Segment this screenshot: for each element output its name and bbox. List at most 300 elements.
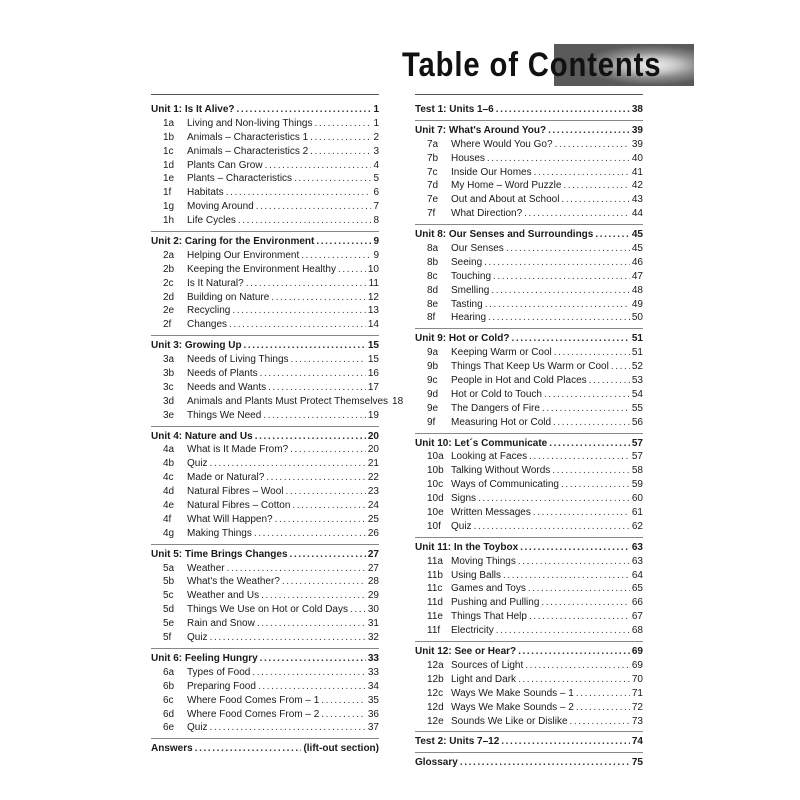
entry-title: Our Senses: [451, 243, 504, 254]
entry-title: Is It Natural?: [187, 277, 244, 289]
entry-title: Needs and Wants: [187, 381, 267, 393]
toc-section-heading: [151, 742, 379, 756]
dot-leader: [195, 742, 302, 756]
entry-code: 8c: [427, 270, 438, 282]
page-number: 52: [631, 361, 643, 373]
entry-title: Ways of Communicating: [451, 479, 559, 491]
entry-title: Animals – Characteristics 1: [187, 131, 309, 143]
toc-section-heading: [415, 103, 643, 117]
entry-code: 6c: [163, 694, 174, 706]
page-number: 39: [631, 124, 643, 136]
section-divider: [415, 537, 643, 538]
entry-title: Things That Help: [451, 611, 527, 623]
page-title-block: [398, 44, 694, 86]
page-number: 38: [631, 103, 643, 115]
entry-code: 1g: [163, 201, 175, 213]
entry-title: Ways We Make Sounds – 2: [451, 701, 574, 713]
entry-title: Hearing: [451, 312, 487, 324]
entry-title: Ways We Make Sounds – 1: [451, 687, 574, 699]
dot-leader: [576, 687, 630, 701]
entry-code: 12c: [427, 687, 444, 699]
page-number: 45: [631, 229, 643, 241]
dot-leader: [484, 256, 630, 270]
toc-entry: [415, 583, 643, 597]
entry-title: Needs of Living Things: [187, 354, 289, 366]
entry-title: Quiz: [187, 632, 208, 644]
entry-title: Sounds We Like or Dislike: [451, 715, 568, 727]
toc-entry: [151, 353, 379, 367]
dot-leader: [528, 582, 630, 596]
dot-leader: [534, 166, 630, 180]
page-number: 26: [367, 527, 379, 539]
entry-title: Using Balls: [451, 569, 502, 581]
entry-code: 4a: [163, 444, 175, 456]
dot-leader: [611, 360, 630, 374]
dot-leader: [238, 214, 372, 228]
entry-title: My Home – Word Puzzle: [451, 180, 562, 192]
toc-entry: [415, 311, 643, 325]
dot-leader: [254, 527, 366, 541]
page-number: 67: [631, 611, 643, 623]
page-number: 46: [631, 256, 643, 268]
toc-section-heading: [415, 645, 643, 659]
page-number: 54: [631, 388, 643, 400]
entry-code: 9d: [427, 388, 439, 400]
entry-code: 4c: [163, 472, 174, 484]
section-title: Unit 7: What's Around You?: [415, 124, 547, 136]
entry-code: 11d: [427, 597, 443, 609]
section-title: Unit 5: Time Brings Changes: [151, 548, 288, 560]
dot-leader: [256, 200, 372, 214]
dot-leader: [227, 562, 366, 576]
dot-leader: [478, 492, 630, 506]
dot-leader: [488, 311, 630, 325]
page-number: 24: [367, 500, 379, 512]
section-divider: [151, 335, 379, 336]
dot-leader: [310, 131, 371, 145]
entry-code: 10a: [427, 451, 444, 463]
entry-title: Written Messages: [451, 507, 531, 519]
page-number: 23: [367, 486, 379, 498]
dot-leader: [506, 242, 630, 256]
entry-code: 11e: [427, 611, 443, 623]
dot-leader: [520, 541, 630, 555]
page-number: 73: [631, 715, 643, 727]
entry-title: Pushing and Pulling: [451, 597, 540, 609]
entry-title: The Dangers of Fire: [451, 402, 540, 414]
toc-section-heading: [415, 541, 643, 555]
toc-entry: [415, 256, 643, 270]
page-number: 63: [631, 555, 643, 567]
section-title: Glossary: [415, 757, 458, 769]
dot-leader: [518, 555, 630, 569]
toc-entry: [415, 569, 643, 583]
section-title: Unit 2: Caring for the Environment: [151, 236, 315, 247]
entry-title: Plants Can Grow: [187, 159, 263, 171]
toc-entry: [151, 631, 379, 645]
page-number: 57: [631, 437, 643, 449]
toc-entry: [151, 708, 379, 722]
dot-leader: [350, 603, 366, 617]
dot-leader: [554, 346, 630, 360]
page-number: 1: [373, 117, 379, 129]
dot-leader: [487, 152, 630, 166]
entry-title: Needs of Plants: [187, 368, 258, 380]
page-number: 72: [631, 701, 643, 713]
entry-code: 1b: [163, 131, 175, 143]
page-number: 20: [367, 430, 379, 442]
page-number: 59: [631, 479, 643, 491]
toc-entry: [151, 576, 379, 590]
page-number: 69: [631, 646, 643, 658]
toc-entry: [151, 471, 379, 485]
page-number: 20: [367, 444, 379, 456]
dot-leader: [491, 284, 630, 298]
entry-title: Tasting: [451, 298, 483, 310]
section-divider: [415, 120, 643, 121]
page-number: 37: [367, 722, 379, 734]
page-number: 71: [631, 687, 643, 699]
entry-title: Quiz: [187, 722, 208, 734]
section-title: Unit 6: Feeling Hungry: [151, 652, 258, 664]
toc-entry: [415, 492, 643, 506]
page-number: 13: [367, 305, 379, 317]
entry-title: Plants – Characteristics: [187, 173, 293, 185]
dot-leader: [268, 381, 366, 395]
toc-entry: [415, 402, 643, 416]
toc-entry: [151, 200, 379, 214]
dot-leader: [229, 318, 366, 332]
page-number: 41: [631, 166, 643, 178]
dot-leader: [255, 430, 366, 444]
entry-title: What Will Happen?: [187, 513, 273, 525]
entry-title: Weather and Us: [187, 590, 260, 602]
toc-entry: [415, 715, 643, 729]
entry-code: 1f: [163, 187, 172, 199]
entry-title: Habitats: [187, 187, 224, 199]
toc-section-heading: [151, 548, 379, 562]
entry-title: Natural Fibres – Cotton: [187, 500, 291, 512]
entry-title: Where Food Comes From – 1: [187, 694, 320, 706]
page-number: 11: [368, 277, 379, 289]
toc-entry: [151, 499, 379, 513]
entry-code: 5a: [163, 562, 175, 574]
page-number: 18: [392, 395, 404, 407]
page-number: 6: [373, 187, 379, 199]
entry-title: People in Hot and Cold Places: [451, 375, 587, 387]
toc-entry: [415, 360, 643, 374]
section-divider: [415, 433, 643, 434]
entry-title: Hot or Cold to Touch: [451, 388, 542, 400]
entry-title: Moving Around: [187, 201, 254, 213]
toc-entry: [151, 159, 379, 173]
toc-entry: [151, 249, 379, 263]
entry-title: Quiz: [451, 520, 472, 532]
entry-code: 7c: [427, 166, 438, 178]
toc-entry: [151, 457, 379, 471]
dot-leader: [275, 513, 366, 527]
entry-code: 2b: [163, 263, 175, 275]
toc-entry: [415, 610, 643, 624]
toc-entry: [151, 263, 379, 277]
entry-code: 12e: [427, 715, 444, 727]
entry-title: Rain and Snow: [187, 618, 255, 630]
entry-title: Keeping Warm or Cool: [451, 347, 552, 359]
toc-entry: [151, 145, 379, 159]
page-number: 43: [631, 194, 643, 206]
entry-code: 6b: [163, 680, 175, 692]
toc-entry: [151, 131, 379, 145]
page-number: 65: [631, 583, 643, 595]
entry-code: 6d: [163, 708, 175, 720]
toc-left-column: [151, 103, 404, 756]
page-number: 8: [373, 215, 379, 227]
page-number: 5: [373, 173, 379, 185]
entry-title: Signs: [451, 493, 477, 505]
entry-code: 1d: [163, 159, 175, 171]
entry-title: Electricity: [451, 625, 494, 637]
toc-entry: [151, 562, 379, 576]
toc-entry: [415, 596, 643, 610]
entry-code: 4e: [163, 500, 175, 512]
entry-code: 11f: [427, 625, 441, 637]
page-number: 39: [631, 138, 643, 150]
dot-leader: [257, 617, 366, 631]
page-number: 16: [367, 368, 379, 380]
toc-entry: [415, 687, 643, 701]
entry-code: 3e: [163, 409, 175, 421]
dot-leader: [291, 353, 366, 367]
entry-title: Talking Without Words: [451, 465, 551, 477]
entry-title: Out and About at School: [451, 194, 560, 206]
entry-code: 1c: [163, 145, 174, 157]
entry-title: Living and Non-living Things: [187, 117, 313, 129]
toc-entry: [415, 555, 643, 569]
dot-leader: [529, 610, 630, 624]
page-number: 53: [631, 375, 643, 387]
toc-entry: [151, 680, 379, 694]
dot-leader: [263, 409, 366, 423]
dot-leader: [485, 298, 630, 312]
toc-entry: [151, 304, 379, 318]
page-number: 64: [631, 569, 643, 581]
page-number: 51: [631, 347, 643, 359]
page-number: 7: [373, 201, 379, 213]
entry-title: Where Food Comes From – 2: [187, 708, 320, 720]
entry-code: 1e: [163, 173, 175, 185]
page-number: 1: [373, 103, 379, 115]
page-number: 4: [373, 159, 379, 171]
page-number: 47: [631, 270, 643, 282]
page-number: 9: [373, 236, 379, 247]
page-number: 57: [631, 451, 643, 463]
toc-entry: [151, 395, 404, 409]
page-number: 51: [631, 333, 643, 345]
entry-title: What's the Weather?: [187, 576, 280, 588]
page-number: 45: [631, 243, 643, 254]
section-title: Unit 3: Growing Up: [151, 340, 242, 352]
dot-leader: [595, 228, 630, 242]
dot-leader: [576, 701, 630, 715]
dot-leader: [542, 402, 630, 416]
toc-entry: [415, 464, 643, 478]
page-number: 22: [367, 472, 379, 484]
entry-code: 8b: [427, 256, 439, 268]
entry-code: 6e: [163, 722, 175, 734]
entry-code: 1a: [163, 117, 175, 129]
dot-leader: [496, 103, 630, 117]
toc-entry: [151, 214, 379, 228]
entry-code: 8a: [427, 243, 439, 254]
dot-leader: [258, 680, 366, 694]
page-number: 62: [631, 520, 643, 532]
entry-title: Looking at Faces: [451, 451, 528, 463]
dot-leader: [518, 645, 630, 659]
section-title: Test 2: Units 7–12: [415, 736, 500, 748]
entry-code: 7a: [427, 138, 439, 150]
entry-title: Weather: [187, 562, 225, 574]
entry-title: What Direction?: [451, 208, 523, 220]
entry-code: 5f: [163, 632, 172, 644]
dot-leader: [310, 145, 371, 159]
entry-title: Quiz: [187, 458, 208, 470]
toc-entry: [151, 277, 379, 291]
page-number: 58: [631, 465, 643, 477]
page-number: 49: [631, 298, 643, 310]
toc-entry: [415, 242, 643, 256]
entry-code: 11c: [427, 583, 443, 595]
dot-leader: [541, 596, 629, 610]
toc-section-heading: [151, 339, 379, 353]
entry-title: Made or Natural?: [187, 472, 265, 484]
page-title: Table of Contents: [402, 46, 662, 84]
entry-code: 3b: [163, 368, 175, 380]
toc-section-heading: [415, 735, 643, 749]
toc-section-heading: [415, 437, 643, 451]
page-number: 27: [367, 562, 379, 574]
section-divider: [151, 648, 379, 649]
entry-code: 5d: [163, 604, 175, 616]
toc-entry: [415, 179, 643, 193]
dot-leader: [290, 443, 366, 457]
entry-code: 5c: [163, 590, 174, 602]
section-divider: [415, 224, 643, 225]
page-number: 70: [631, 673, 643, 685]
toc-entry: [415, 270, 643, 284]
entry-code: 8d: [427, 284, 439, 296]
page-number: 69: [631, 659, 643, 671]
page-number: 61: [631, 507, 643, 519]
entry-code: 2d: [163, 291, 175, 303]
section-title: Unit 9: Hot or Cold?: [415, 333, 510, 345]
dot-leader: [460, 756, 630, 770]
page-number: 27: [367, 548, 379, 560]
section-divider: [151, 231, 379, 232]
toc-entry: [151, 318, 379, 332]
entry-code: 2f: [163, 319, 172, 331]
page-number: 21: [367, 458, 379, 470]
toc-section-heading: [151, 103, 379, 117]
entry-code: 9a: [427, 347, 439, 359]
section-title: Unit 10: Let´s Communicate: [415, 437, 548, 449]
toc-entry: [415, 388, 643, 402]
dot-leader: [553, 416, 630, 430]
toc-section-heading: [415, 756, 643, 770]
page-number: 48: [631, 284, 643, 296]
section-title: Unit 12: See or Hear?: [415, 646, 517, 658]
dot-leader: [265, 159, 372, 173]
entry-code: 4f: [163, 513, 172, 525]
entry-code: 5b: [163, 576, 175, 588]
entry-title: Natural Fibres – Wool: [187, 486, 284, 498]
entry-title: Things We Need: [187, 409, 262, 421]
entry-code: 6a: [163, 666, 175, 678]
entry-title: Inside Our Homes: [451, 166, 532, 178]
toc-entry: [151, 527, 379, 541]
entry-code: 3d: [163, 395, 175, 407]
dot-leader: [237, 103, 372, 117]
toc-section-heading: [151, 652, 379, 666]
entry-code: 10e: [427, 507, 444, 519]
dot-leader: [246, 277, 367, 291]
entry-code: 3c: [163, 381, 174, 393]
page-number: 60: [631, 493, 643, 505]
entry-title: Helping Our Environment: [187, 249, 300, 261]
dot-leader: [294, 172, 371, 186]
dot-leader: [210, 631, 366, 645]
dot-leader: [503, 569, 630, 583]
page-number: 28: [367, 576, 379, 588]
page-number: 15: [367, 340, 379, 352]
dot-leader: [511, 332, 629, 346]
dot-leader: [496, 624, 630, 638]
entry-code: 8e: [427, 298, 439, 310]
dot-leader: [261, 589, 366, 603]
page-number: 40: [631, 152, 643, 164]
toc-entry: [151, 117, 379, 131]
entry-title: What is It Made From?: [187, 444, 289, 456]
toc-entry: [415, 624, 643, 638]
entry-code: 3a: [163, 354, 175, 366]
dot-leader: [290, 548, 366, 562]
dot-leader: [266, 471, 366, 485]
page-number: 12: [367, 291, 379, 303]
right-top-rule: [415, 94, 643, 95]
entry-title: Building on Nature: [187, 291, 270, 303]
section-divider: [151, 544, 379, 545]
entry-code: 10b: [427, 465, 444, 477]
entry-code: 8f: [427, 312, 436, 324]
entry-title: Preparing Food: [187, 680, 256, 692]
dot-leader: [286, 485, 366, 499]
page-number: 50: [631, 312, 643, 324]
page-number: 30: [367, 604, 379, 616]
dot-leader: [226, 186, 372, 200]
entry-title: Seeing: [451, 256, 483, 268]
entry-code: 10c: [427, 479, 444, 491]
page-number: 29: [367, 590, 379, 602]
dot-leader: [555, 138, 630, 152]
section-title: Test 1: Units 1–6: [415, 103, 494, 115]
toc-entry: [151, 443, 379, 457]
page-number: 36: [367, 708, 379, 720]
section-title: Unit 1: Is It Alive?: [151, 103, 235, 115]
page-number: 3: [373, 145, 379, 157]
toc-entry: [151, 172, 379, 186]
page-number: 10: [367, 263, 379, 275]
page-number: 75: [631, 757, 643, 769]
page-number: 74: [631, 736, 643, 748]
